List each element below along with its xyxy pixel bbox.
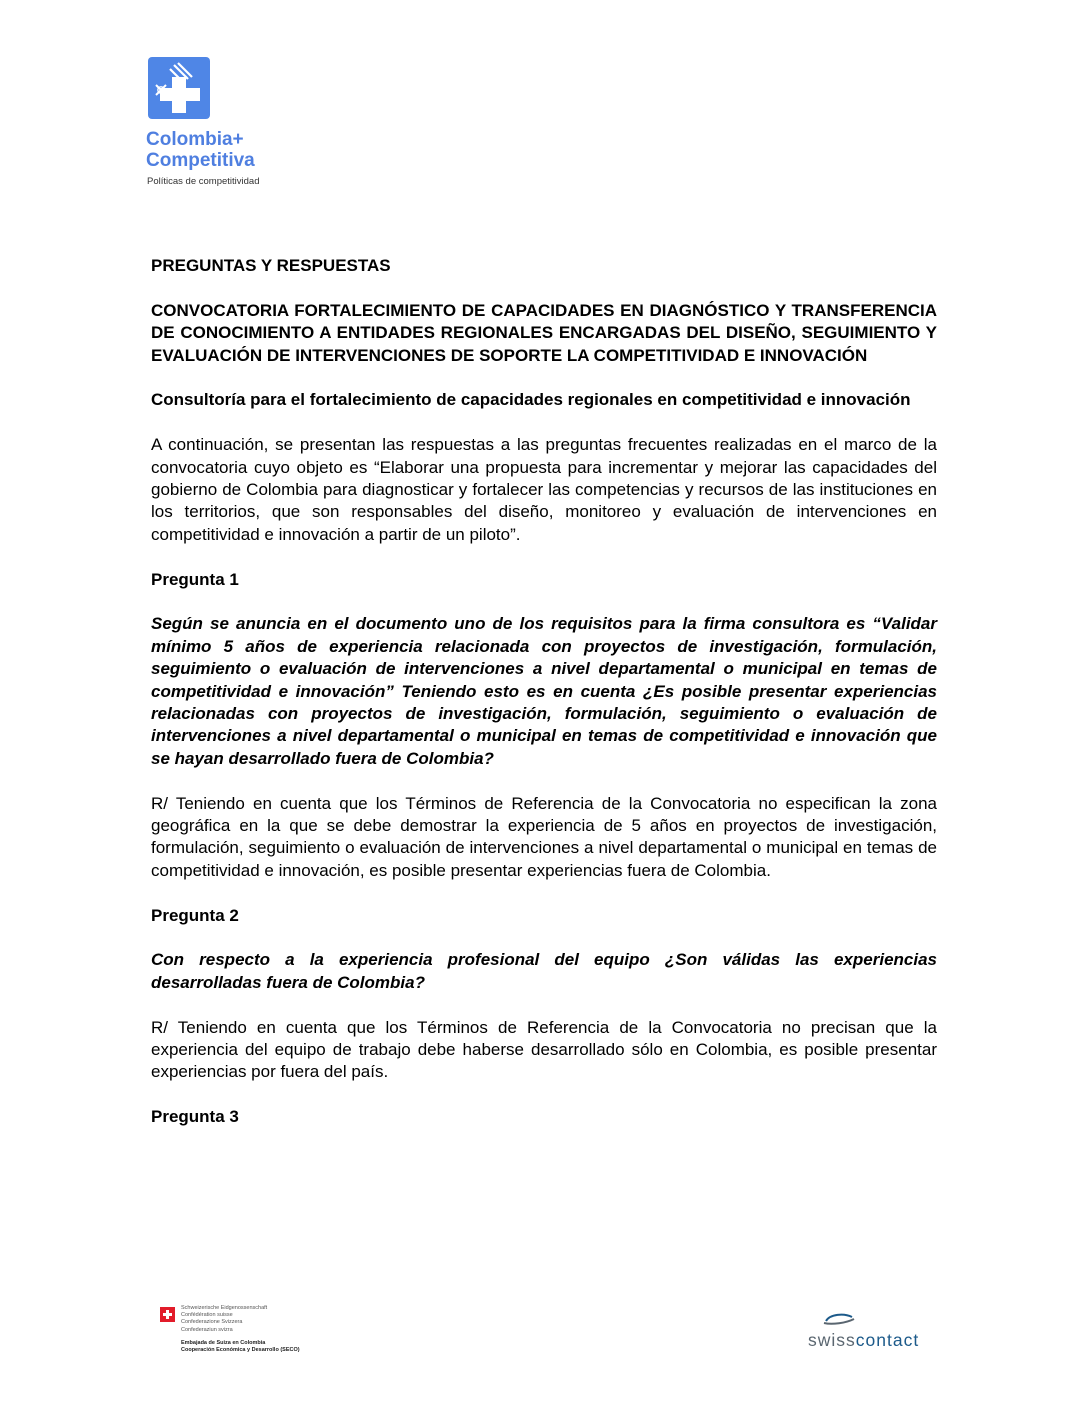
plus-emblem-icon bbox=[148, 57, 210, 119]
embassy-line: Embajada de Suiza en Colombia bbox=[181, 1340, 266, 1346]
document-heading: PREGUNTAS Y RESPUESTAS bbox=[151, 256, 391, 275]
question-title: Pregunta 2 bbox=[151, 905, 239, 925]
logo-name-line2: Competitiva bbox=[146, 150, 255, 171]
swiss-line: Confederazione Svizzera bbox=[181, 1319, 243, 1326]
swisscontact-swirl-icon bbox=[822, 1312, 856, 1326]
swiss-confederation-names bbox=[181, 1305, 267, 1334]
swiss-confederation-logo bbox=[150, 1295, 300, 1371]
intro-paragraph: A continuación, se presentan las respuestas a las preguntas frecuentes realizadas en el marco de la convocatoria cuyo objeto es “Elaborar una propuesta para incrementar y mejorar las capacidades del gobierno de Colombia para diagnosticar y fortalecer las competencias y recursos de las instituciones en los territorios, que son responsables del diseño, monitoreo y evaluación de intervenciones en competitividad e innovación a partir de un piloto”. bbox=[151, 435, 937, 544]
swisscontact-logo bbox=[808, 1310, 948, 1355]
logo-wordmark bbox=[146, 129, 255, 171]
question-title: Pregunta 3 bbox=[151, 1107, 239, 1127]
convocatoria-title: CONVOCATORIA FORTALECIMIENTO DE CAPACIDADES EN DIAGNÓSTICO Y TRANSFERENCIA DE CONOCIMIENTO A ENTIDADES REGIONALES ENCARGADAS DEL DISEÑO, SEGUIMIENTO Y EVALUACIÓN DE INTERVENCIONES DE SOPORTE LA COMPETITIVIDAD E INNOVACIÓN bbox=[151, 300, 937, 365]
answer-text: R/ Teniendo en cuenta que los Términos de Referencia de la Convocatoria no especifican la zona geográfica en la que se debe demostrar la experiencia de 5 años en proyectos de investigación, formulación, seguimiento o evaluación de intervenciones a nivel departamental o municipal en temas de competitividad e innovación, es posible presentar experiencias fuera de Colombia. bbox=[151, 793, 937, 880]
colombia-competitiva-logo bbox=[146, 57, 286, 197]
swiss-line: Confederaziun svizra bbox=[181, 1326, 233, 1333]
swiss-line: Confédération suisse bbox=[181, 1312, 233, 1319]
swisscontact-wordmark bbox=[808, 1330, 919, 1351]
logo-tagline: Políticas de competitividad bbox=[147, 176, 260, 187]
document-subtitle: Consultoría para el fortalecimiento de capacidades regionales en competitividad e innovación bbox=[151, 390, 911, 410]
question-text: Según se anuncia en el documento uno de los requisitos para la firma consultora es “Validar mínimo 5 años de experiencia relacionada con proyectos de investigación, formulación, seguimiento o evaluación de intervenciones a nivel departamental o municipal en temas de competitividad e innovación” Teniendo esto es en cuenta ¿Es posible presentar experiencias relacionadas con proyectos de investigación, formulación, seguimiento o evaluación de intervenciones a nivel departamental o municipal en temas de competitividad e innovación que se hayan desarrollado fuera de Colombia? bbox=[151, 614, 937, 768]
embassy-line: Cooperación Económica y Desarrollo (SECO) bbox=[181, 1347, 300, 1354]
swiss-flag-icon bbox=[160, 1307, 175, 1322]
swisscontact-part2: contact bbox=[855, 1330, 920, 1350]
question-title: Pregunta 1 bbox=[151, 569, 239, 589]
answer-text: R/ Teniendo en cuenta que los Términos de Referencia de la Convocatoria no precisan que la experiencia del equipo de trabajo debe haberse desarrollado sólo en Colombia, es posible presentar experiencias por fuera del país. bbox=[151, 1017, 937, 1082]
embassy-text bbox=[181, 1340, 300, 1354]
logo-name-line1: Colombia+ bbox=[146, 129, 244, 150]
document-body bbox=[151, 255, 937, 1129]
swisscontact-part1: swiss bbox=[808, 1330, 856, 1350]
swiss-line: Schweizerische Eidgenossenschaft bbox=[181, 1305, 268, 1311]
question-text: Con respecto a la experiencia profesional del equipo ¿Son válidas las experiencias desarrolladas fuera de Colombia? bbox=[151, 950, 937, 992]
